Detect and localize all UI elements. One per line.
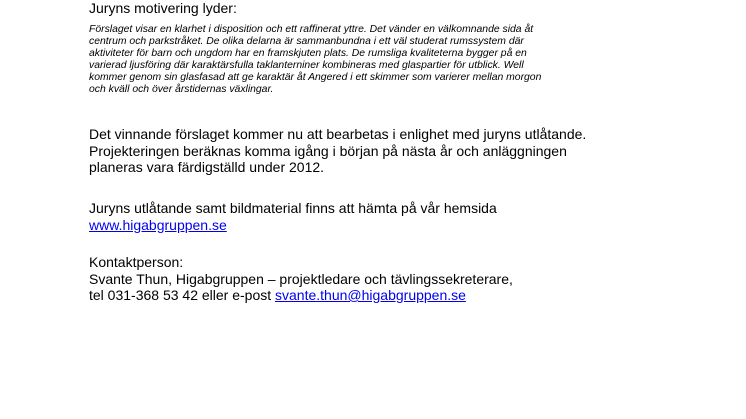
- jury-heading: Juryns motivering lyder:: [89, 0, 237, 16]
- jury-quote-line: Förslaget visar en klarhet i disposition och ett raffinerat yttre. Det vänder en välkomnande sida åt: [89, 24, 534, 35]
- next-steps-paragraph: [89, 126, 586, 176]
- contact-phone-text: tel 031-368 53 42 eller e-post: [89, 287, 276, 303]
- next-steps-line: planeras vara färdigställd under 2012.: [89, 159, 325, 175]
- contact-label: Kontaktperson:: [89, 254, 184, 270]
- jury-quote-line: centrum och parkstråket. De olika delarna är sammanbundna i ett väl studerat rumssystem där: [89, 36, 524, 47]
- next-steps-line: Det vinnande förslaget kommer nu att bearbetas i enlighet med juryns utlåtande.: [89, 126, 587, 142]
- jury-quote: [89, 24, 649, 96]
- next-steps-line: Projekteringen beräknas komma igång i början på nästa år och anläggningen: [89, 142, 567, 159]
- download-paragraph: [89, 200, 497, 233]
- website-link[interactable]: www.higabgruppen.se: [89, 216, 227, 233]
- jury-quote-line: aktiviteter för barn och ungdom har en framskjuten plats. De rumsliga kvaliteterna bygger på en: [89, 48, 527, 59]
- download-text: Juryns utlåtande samt bildmaterial finns att hämta på vår hemsida: [89, 200, 497, 216]
- jury-quote-line: kommer genom sin glasfasad att ge karaktär åt Angered i ett skimmer som varierer mellan morgon: [89, 72, 542, 83]
- jury-quote-line: och kväll och över årstidernas växlingar.: [89, 84, 274, 95]
- contact-name: Svante Thun, Higabgruppen – projektledare och tävlingssekreterare,: [89, 270, 513, 287]
- jury-quote-line: varierad ljusföring där karaktärsfulla taklanterniner kombineras med glaspartier för utblick. Well: [89, 60, 524, 71]
- contact-phone-line: [89, 287, 513, 304]
- contact-paragraph: [89, 254, 513, 304]
- email-link[interactable]: svante.thun@higabgruppen.se: [275, 287, 466, 303]
